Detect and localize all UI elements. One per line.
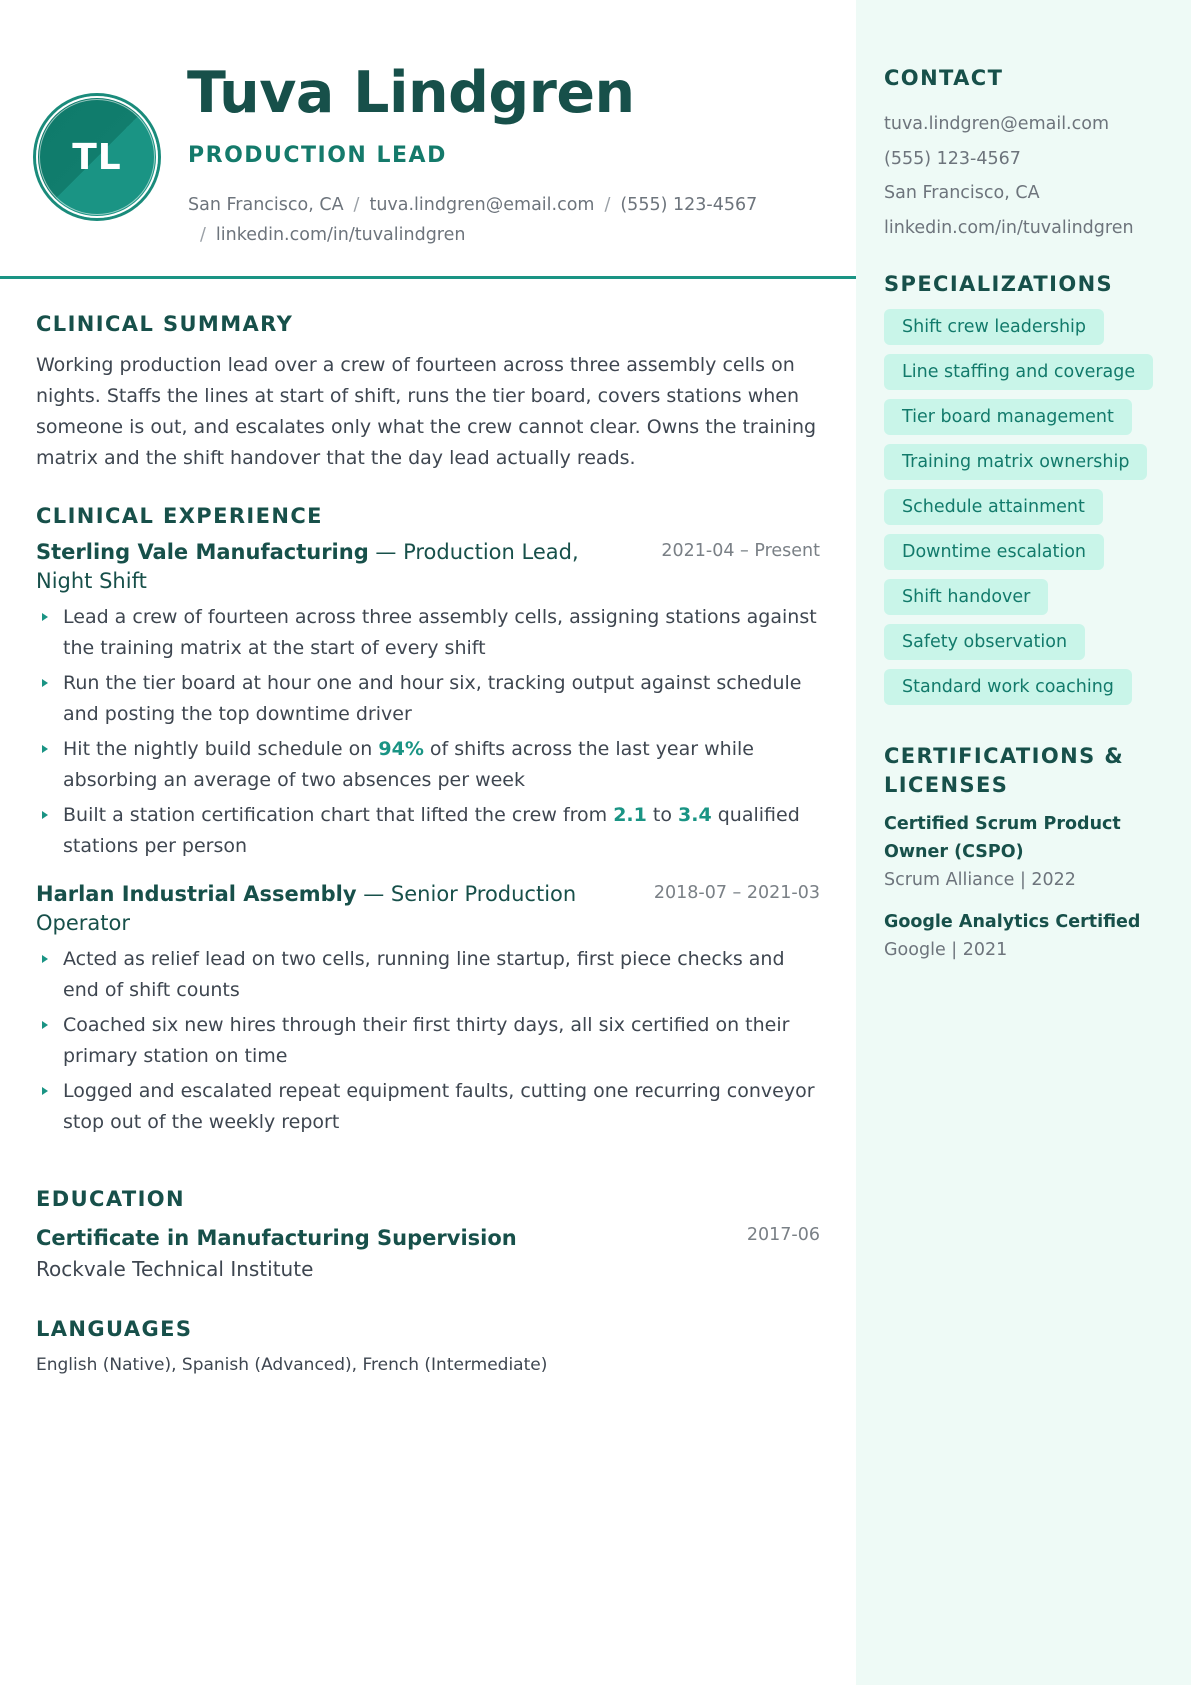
header-divider <box>0 276 856 279</box>
job-company: Harlan Industrial Assembly <box>36 882 357 906</box>
skill-chip: Line staffing and coverage <box>884 354 1153 390</box>
languages-title: LANGUAGES <box>36 1317 193 1341</box>
contact-phone: (555) 123-4567 <box>884 148 1021 169</box>
bullet-text: Logged and escalated repeat equipment faults, cutting one recurring conveyor stop out of the weekly report <box>63 1080 815 1133</box>
education-section <box>36 1187 820 1285</box>
bullet-metric: 2.1 <box>613 804 647 826</box>
header-location: San Francisco, CA <box>188 195 344 215</box>
bullet-text: Coached six new hires through their first thirty days, all six certified on their primary station on time <box>63 1014 790 1067</box>
certification-meta: Scrum Alliance | 2022 <box>884 870 1076 890</box>
candidate-role: PRODUCTION LEAD <box>188 143 447 168</box>
skill-chip: Shift handover <box>884 579 1048 615</box>
contact-separator: / <box>353 195 360 215</box>
certification-name: Google Analytics Certified <box>884 912 1141 932</box>
skill-chip: Training matrix ownership <box>884 444 1147 480</box>
job-title <box>36 880 616 938</box>
job-company: Sterling Vale Manufacturing <box>36 540 369 564</box>
header-contact-line <box>188 190 808 250</box>
header-email-link[interactable]: tuva.lindgren@email.com <box>369 195 595 215</box>
avatar-initials: TL <box>72 136 122 178</box>
bullet-text: qualified stations per person <box>63 804 800 857</box>
job-bullet <box>36 1076 820 1138</box>
summary-text: Working production lead over a crew of fourteen across three assembly cells on nights. Staffs the lines at start of shift, runs the tier board, covers stations when someone is out, and escalates only what the crew cannot clear. Owns the training matrix and the shift handover that the day lead actually reads. <box>36 354 817 469</box>
contact-separator: / <box>200 225 206 245</box>
job-header <box>36 538 820 596</box>
header-phone: (555) 123-4567 <box>620 195 758 215</box>
specializations-title: SPECIALIZATIONS <box>884 272 1114 296</box>
contact-title: CONTACT <box>884 66 1004 90</box>
bullet-text: Lead a crew of fourteen across three assembly cells, assigning stations against the training matrix at the start of every shift <box>63 606 817 659</box>
certification-entry <box>884 810 1163 894</box>
languages-section <box>36 1317 820 1375</box>
job-dates: 2018-07 – 2021-03 <box>653 883 820 903</box>
education-title: EDUCATION <box>36 1187 186 1211</box>
job-bullet <box>36 800 820 862</box>
certifications-title: CERTIFICATIONS & LICENSES <box>884 744 1125 797</box>
skill-chip: Schedule attainment <box>884 489 1103 525</box>
education-entry <box>36 1223 820 1285</box>
job-entry <box>36 880 820 1138</box>
certification-entry <box>884 908 1163 964</box>
job-bullet <box>36 944 820 1006</box>
sidebar <box>856 0 1191 1685</box>
contact-email-link[interactable]: tuva.lindgren@email.com <box>884 114 1109 134</box>
certifications-section <box>884 742 1163 964</box>
bullet-text: to <box>646 804 679 826</box>
education-degree: Certificate in Manufacturing Supervision <box>36 1226 517 1250</box>
contact-linkedin-link[interactable]: linkedin.com/in/tuvalindgren <box>884 217 1134 238</box>
education-school: Rockvale Technical Institute <box>36 1257 314 1281</box>
job-bullets <box>36 602 820 862</box>
job-bullets <box>36 944 820 1138</box>
job-bullet <box>36 602 820 664</box>
bullet-text: Hit the nightly build schedule on <box>63 738 379 760</box>
job-dates: 2021-04 – Present <box>661 541 820 561</box>
job-entry <box>36 538 820 862</box>
job-title <box>36 538 616 596</box>
job-bullet <box>36 1010 820 1072</box>
summary-title: CLINICAL SUMMARY <box>36 312 294 336</box>
specializations-chips <box>884 309 1163 714</box>
summary-section <box>36 312 820 474</box>
skill-chip: Shift crew leadership <box>884 309 1104 345</box>
job-dash: — <box>368 540 404 564</box>
experience-title: CLINICAL EXPERIENCE <box>36 504 323 528</box>
job-position: Production Lead, Night Shift <box>36 540 579 593</box>
job-position: Senior Production Operator <box>36 882 577 935</box>
certification-meta: Google | 2021 <box>884 940 1008 960</box>
bullet-text: Acted as relief lead on two cells, running line startup, first piece checks and end of shift counts <box>63 948 785 1001</box>
contact-separator: / <box>604 195 611 215</box>
avatar <box>36 96 158 218</box>
contact-section <box>884 64 1163 245</box>
job-header <box>36 880 820 938</box>
job-bullet <box>36 734 820 796</box>
job-bullet <box>36 668 820 730</box>
skill-chip: Safety observation <box>884 624 1085 660</box>
skill-chip: Downtime escalation <box>884 534 1104 570</box>
bullet-text: Built a station certification chart that lifted the crew from <box>63 804 614 826</box>
bullet-text: of shifts across the last year while absorbing an average of two absences per week <box>63 738 754 791</box>
resume-header <box>36 0 820 245</box>
candidate-name: Tuva Lindgren <box>187 60 635 126</box>
education-date: 2017-06 <box>746 1225 820 1245</box>
languages-text: English (Native), Spanish (Advanced), French (Intermediate) <box>36 1355 548 1375</box>
bullet-metric: 94% <box>378 738 424 760</box>
skill-chip: Tier board management <box>884 399 1132 435</box>
bullet-metric: 3.4 <box>678 804 712 826</box>
experience-section <box>36 504 820 1152</box>
specializations-section <box>884 270 1163 714</box>
skill-chip: Standard work coaching <box>884 669 1132 705</box>
certification-name: Certified Scrum Product Owner (CSPO) <box>884 814 1121 862</box>
contact-location: San Francisco, CA <box>884 183 1040 203</box>
job-dash: — <box>356 882 391 906</box>
contact-list <box>884 107 1163 245</box>
bullet-text: Run the tier board at hour one and hour six, tracking output against schedule and posting the top downtime driver <box>63 672 802 725</box>
header-linkedin-link[interactable]: linkedin.com/in/tuvalindgren <box>215 225 466 245</box>
